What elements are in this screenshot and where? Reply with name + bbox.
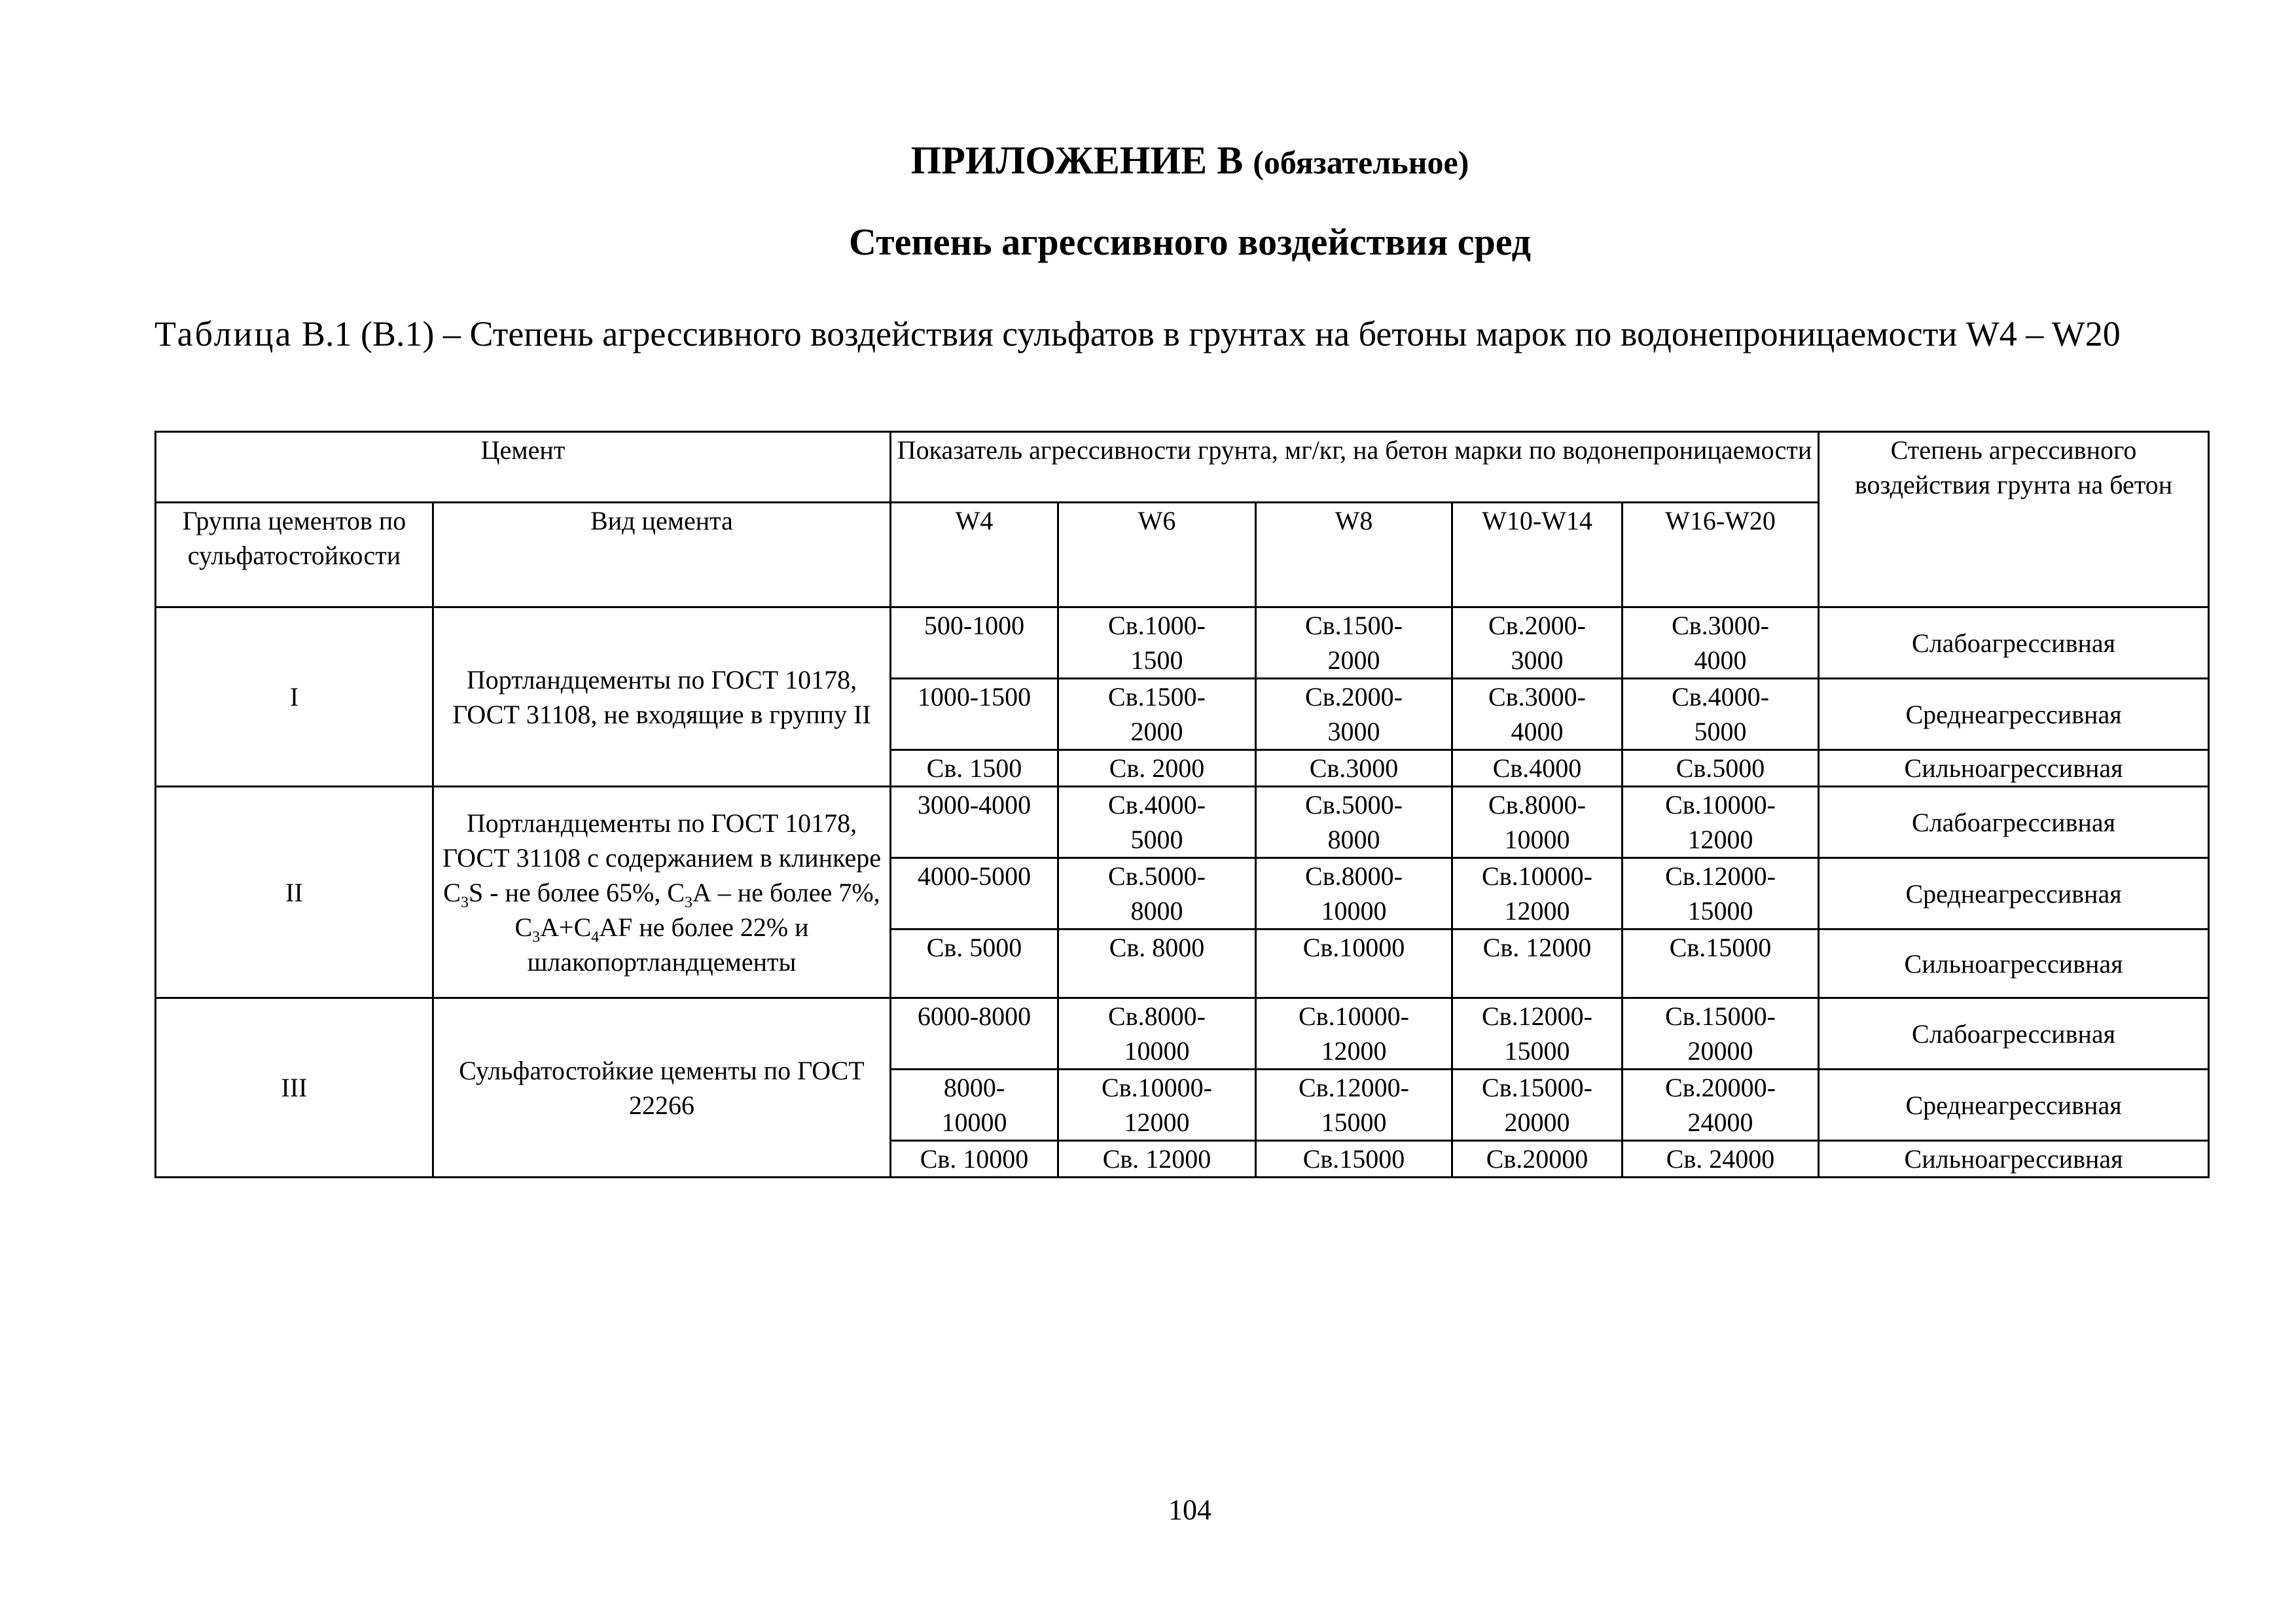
- table-row: [156, 787, 2209, 858]
- kind-cell-II: [433, 787, 891, 998]
- value-cell: Св. 10000: [891, 1141, 1058, 1178]
- degree-cell: Слабоагрессивная: [1819, 998, 2209, 1070]
- subscript: 3: [460, 893, 469, 911]
- table-row: [156, 607, 2209, 679]
- header-mark-w16-w20: W16-W20: [1623, 503, 1819, 607]
- value-cell: Св.1000- 1500: [1058, 607, 1256, 679]
- value-cell: Св.8000- 10000: [1256, 858, 1452, 929]
- value-cell: Св. 2000: [1058, 750, 1256, 787]
- value-cell: Св.3000: [1256, 750, 1452, 787]
- subscript: 3: [685, 893, 693, 911]
- appendix-note: (обязательное): [1253, 144, 1469, 181]
- value-cell: 6000-8000: [891, 998, 1058, 1070]
- value-cell: Св. 12000: [1452, 929, 1623, 998]
- value-cell: Св. 12000: [1058, 1141, 1256, 1178]
- header-indicator: Показатель агрессивности грунта, мг/кг, на бетон марки по водонепроницаемости: [891, 432, 1819, 503]
- degree-cell: Сильноагрессивная: [1819, 929, 2209, 998]
- value-cell: Св.10000- 12000: [1256, 998, 1452, 1070]
- table-row: [156, 998, 2209, 1070]
- caption-text: В.1 (В.1) – Степень агрессивного воздействия сульфатов в грунтах на бетоны марок по водонепроницаемости W4 – W20: [301, 314, 2121, 353]
- value-cell: Св.5000: [1623, 750, 1819, 787]
- section-title: Степень агрессивного воздействия сред: [848, 221, 1532, 263]
- sulfate-aggressiveness-table: [154, 431, 2210, 1178]
- degree-cell: Сильноагрессивная: [1819, 750, 2209, 787]
- subscript: 4: [591, 928, 600, 946]
- subscript: 3: [532, 928, 541, 946]
- value-cell: Св.8000- 10000: [1058, 998, 1256, 1070]
- value-cell: Св.10000- 12000: [1058, 1070, 1256, 1141]
- value-cell: 3000-4000: [891, 787, 1058, 858]
- value-cell: Св.10000- 12000: [1452, 858, 1623, 929]
- kind-text: AF не более 22% и шлакопортландцементы: [527, 912, 809, 977]
- value-cell: Св.2000- 3000: [1256, 679, 1452, 750]
- degree-cell: Среднеагрессивная: [1819, 858, 2209, 929]
- value-cell: Св.3000- 4000: [1452, 679, 1623, 750]
- value-cell: 8000- 10000: [891, 1070, 1058, 1141]
- header-cement: Цемент: [156, 432, 891, 503]
- group-cell-I: I: [156, 607, 433, 787]
- header-mark-w4: W4: [891, 503, 1058, 607]
- appendix-main: ПРИЛОЖЕНИЕ В: [910, 139, 1244, 182]
- value-cell: Св.4000: [1452, 750, 1623, 787]
- value-cell: Св.20000: [1452, 1141, 1623, 1178]
- caption-label: Таблица: [154, 314, 293, 353]
- value-cell: Св.2000- 3000: [1452, 607, 1623, 679]
- value-cell: Св. 5000: [891, 929, 1058, 998]
- header-mark-w10-w14: W10-W14: [1452, 503, 1623, 607]
- table-caption: [154, 313, 2223, 355]
- value-cell: Св. 8000: [1058, 929, 1256, 998]
- group-cell-III: III: [156, 998, 433, 1178]
- value-cell: 4000-5000: [891, 858, 1058, 929]
- value-cell: Св.3000- 4000: [1623, 607, 1819, 679]
- value-cell: Св.4000- 5000: [1058, 787, 1256, 858]
- value-cell: Св. 24000: [1623, 1141, 1819, 1178]
- kind-text: S - не более 65%, С: [468, 877, 685, 907]
- degree-cell: Среднеагрессивная: [1819, 679, 2209, 750]
- value-cell: Св.12000- 15000: [1256, 1070, 1452, 1141]
- kind-text: А – не более 7%, С: [514, 877, 880, 942]
- value-cell: Св.5000- 8000: [1256, 787, 1452, 858]
- value-cell: 1000-1500: [891, 679, 1058, 750]
- header-mark-w6: W6: [1058, 503, 1256, 607]
- value-cell: Св.12000- 15000: [1623, 858, 1819, 929]
- header-kind: Вид цемента: [433, 503, 891, 607]
- value-cell: Св.4000- 5000: [1623, 679, 1819, 750]
- degree-cell: Среднеагрессивная: [1819, 1070, 2209, 1141]
- kind-text: А+С: [540, 912, 592, 942]
- value-cell: 500-1000: [891, 607, 1058, 679]
- value-cell: Св.15000: [1623, 929, 1819, 998]
- kind-cell-III: Сульфатостойкие цементы по ГОСТ 22266: [433, 998, 891, 1178]
- header-group: Группа цементов по сульфатостойкости: [156, 503, 433, 607]
- degree-cell: Слабоагрессивная: [1819, 787, 2209, 858]
- value-cell: Св.10000: [1256, 929, 1452, 998]
- value-cell: Св.8000- 10000: [1452, 787, 1623, 858]
- page-number: 104: [1168, 1494, 1211, 1526]
- value-cell: Св.12000- 15000: [1452, 998, 1623, 1070]
- header-degree: Степень агрессивного воздействия грунта на бетон: [1819, 432, 2209, 607]
- kind-cell-I: Портландцементы по ГОСТ 10178, ГОСТ 31108, не входящие в группу II: [433, 607, 891, 787]
- value-cell: Св.15000- 20000: [1623, 998, 1819, 1070]
- group-cell-II: II: [156, 787, 433, 998]
- value-cell: Св.10000- 12000: [1623, 787, 1819, 858]
- value-cell: Св. 1500: [891, 750, 1058, 787]
- kind-text: Портландцементы по ГОСТ 10178, ГОСТ 31108 с содержанием в клинкере С: [442, 808, 881, 907]
- value-cell: Св.1500- 2000: [1256, 607, 1452, 679]
- header-mark-w8: W8: [1256, 503, 1452, 607]
- degree-cell: Сильноагрессивная: [1819, 1141, 2209, 1178]
- value-cell: Св.15000: [1256, 1141, 1452, 1178]
- appendix-title: [42, 134, 2296, 189]
- value-cell: Св.5000- 8000: [1058, 858, 1256, 929]
- value-cell: Св.1500- 2000: [1058, 679, 1256, 750]
- value-cell: Св.15000- 20000: [1452, 1070, 1623, 1141]
- degree-cell: Слабоагрессивная: [1819, 607, 2209, 679]
- value-cell: Св.20000- 24000: [1623, 1070, 1819, 1141]
